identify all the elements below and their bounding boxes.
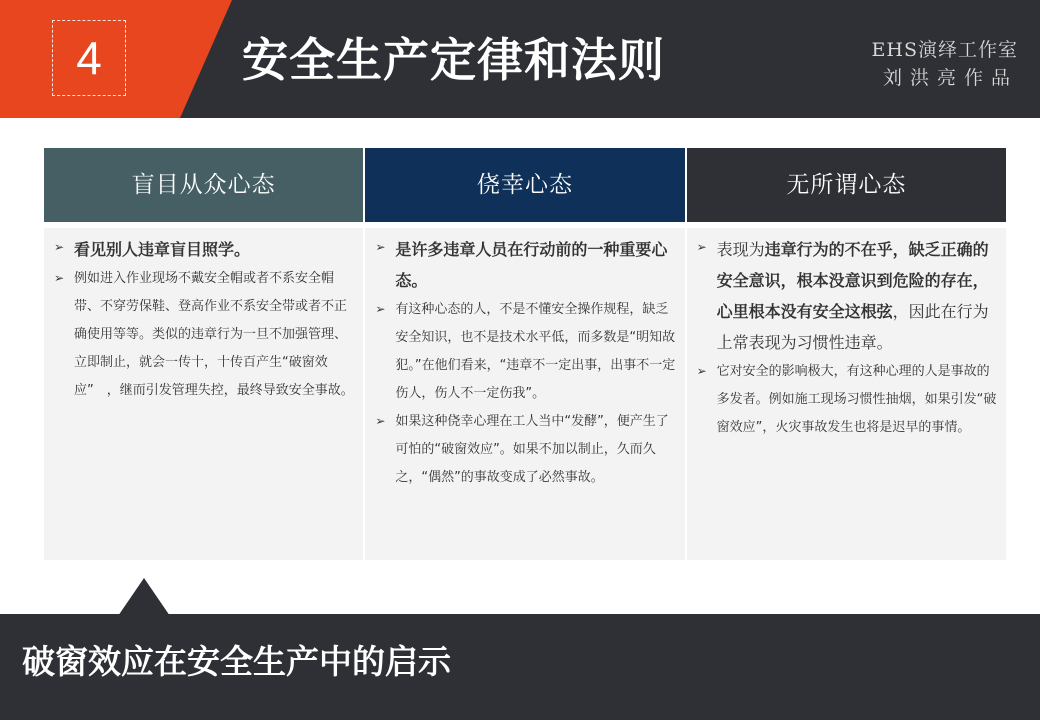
column-heading: 无所谓心态 [687,148,1006,222]
arrowhead-bullet-icon: ➢ [375,240,386,254]
arrowhead-bullet-icon: ➢ [54,271,65,285]
list-item [54,234,357,265]
list-item [697,358,1000,442]
column-body [44,228,363,560]
item-text: 是许多违章人员在行动前的一种重要心态。 [395,240,668,290]
author-name: 刘洪亮作品 [882,67,1018,89]
arrowhead-bullet-icon: ➢ [696,364,707,378]
item-text-lead: 表现为 [716,240,765,259]
item-text: 如果这种侥幸心理在工人当中“发酵”，便产生了可怕的“破窗效应”。如果不加以制止，久而久之，“偶然”的事故变成了必然事故。 [395,414,669,485]
list-item [375,296,678,408]
column-body [687,228,1006,560]
column-blind-conformity [44,148,363,560]
section-number: 4 [52,20,126,96]
list-item [375,234,678,296]
column-luck-mentality [365,148,684,560]
header-bar [0,0,1040,118]
callout-pointer [118,578,170,616]
item-text: 看见别人违章盲目照学。 [74,240,251,259]
list-item [375,408,678,492]
footer-caption: 破窗效应在安全生产中的启示 [22,642,451,681]
item-text-emphasis: 违章行为的不在乎，缺乏正确的安全意识，根本没意识到危险的存在，心里根本没有安全这根弦 [716,240,989,321]
list-item [54,265,357,405]
item-text: 有这种心态的人，不是不懂安全操作规程，缺乏安全知识，也不是技术水平低，而多数是“明知故犯。”在他们看来，“违章不一定出事，出事不一定伤人，伤人不一定伤我”。 [395,302,676,401]
arrowhead-bullet-icon: ➢ [696,240,707,254]
item-text [717,234,1000,358]
list-item [697,234,1000,358]
item-text-tail: ，因此在行为上常表现为习惯性违章。 [716,302,989,352]
column-heading: 侥幸心态 [365,148,684,222]
column-indifference [687,148,1006,560]
item-text: 例如进入作业现场不戴安全帽或者不系安全帽带、不穿劳保鞋、登高作业不系安全带或者不正确使用等等。类似的违章行为一旦不加强管理、立即制止，就会一传十，十传百产生“破窗效应” ，继而引发管理失控，最终导致安全事故。 [74,271,354,398]
studio-name: EHS演绎工作室 [871,39,1018,61]
mindset-columns [44,148,1006,560]
studio-credit [848,36,1018,92]
arrowhead-bullet-icon: ➢ [54,240,65,254]
arrowhead-bullet-icon: ➢ [375,414,386,428]
footer-bar [0,614,1040,720]
column-body [365,228,684,560]
column-heading: 盲目从众心态 [44,148,363,222]
arrowhead-bullet-icon: ➢ [375,302,386,316]
item-text: 它对安全的影响极大，有这种心理的人是事故的多发者。例如施工现场习惯性抽烟，如果引发“破窗效应”，火灾事故发生也将是迟早的事情。 [716,364,997,435]
page-title: 安全生产定律和法则 [242,33,665,87]
